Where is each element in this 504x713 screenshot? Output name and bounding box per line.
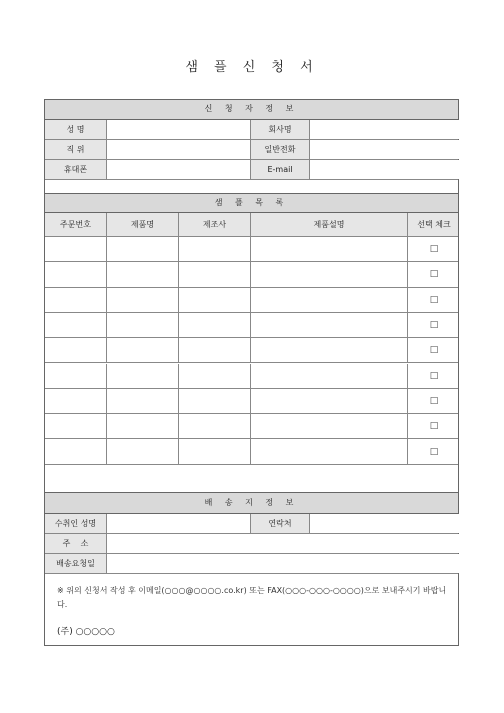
manufacturer-cell[interactable] xyxy=(179,338,251,362)
select-checkbox[interactable]: □ xyxy=(429,345,439,356)
company-field[interactable] xyxy=(310,120,460,139)
sample-row xyxy=(45,313,458,338)
order-number-cell[interactable] xyxy=(45,262,107,286)
phone-field[interactable] xyxy=(310,140,460,159)
manufacturer-cell[interactable] xyxy=(179,262,251,286)
col-select-check: 선택 체크 xyxy=(417,220,451,229)
manufacturer-cell[interactable] xyxy=(179,439,251,463)
manufacturer-cell[interactable] xyxy=(179,288,251,312)
sample-row xyxy=(45,338,458,363)
sample-header-row xyxy=(45,213,458,237)
product-description-cell[interactable] xyxy=(251,237,408,261)
product-name-cell[interactable] xyxy=(107,389,179,413)
sample-row xyxy=(45,288,458,313)
recipient-field[interactable] xyxy=(107,514,251,533)
section-delivery-header: 배 송 지 정 보 xyxy=(45,492,458,514)
product-name-cell[interactable] xyxy=(107,414,179,438)
manufacturer-cell[interactable] xyxy=(179,389,251,413)
select-check-cell xyxy=(408,364,460,388)
order-number-cell[interactable] xyxy=(45,338,107,362)
sample-request-form xyxy=(44,99,459,646)
company-label: 회사명 xyxy=(251,120,310,139)
name-field[interactable] xyxy=(107,120,251,139)
product-name-cell[interactable] xyxy=(107,313,179,337)
position-label: 직 위 xyxy=(45,140,107,159)
product-name-cell[interactable] xyxy=(107,237,179,261)
sample-row xyxy=(45,414,458,439)
phone-label: 일반전화 xyxy=(251,140,310,159)
col-product-name: 제품명 xyxy=(107,213,179,236)
col-order-number: 주문번호 xyxy=(45,213,107,236)
request-date-label: 배송요청일 xyxy=(45,554,107,573)
manufacturer-cell[interactable] xyxy=(179,237,251,261)
mobile-label: 휴대폰 xyxy=(45,160,107,179)
order-number-cell[interactable] xyxy=(45,288,107,312)
order-number-cell[interactable] xyxy=(45,414,107,438)
manufacturer-cell[interactable] xyxy=(179,364,251,388)
delivery-row-1 xyxy=(45,514,458,534)
product-description-cell[interactable] xyxy=(251,389,408,413)
product-name-cell[interactable] xyxy=(107,364,179,388)
product-description-cell[interactable] xyxy=(251,338,408,362)
select-checkbox[interactable]: □ xyxy=(429,446,439,457)
select-check-cell xyxy=(408,262,460,286)
contact-field[interactable] xyxy=(310,514,460,533)
select-check-cell xyxy=(408,414,460,438)
product-description-cell[interactable] xyxy=(251,364,408,388)
product-description-cell[interactable] xyxy=(251,262,408,286)
applicant-row-1 xyxy=(45,120,458,140)
email-label: E-mail xyxy=(251,160,310,179)
product-description-cell[interactable] xyxy=(251,414,408,438)
product-name-cell[interactable] xyxy=(107,439,179,463)
sample-row xyxy=(45,237,458,262)
mobile-field[interactable] xyxy=(107,160,251,179)
select-checkbox[interactable]: □ xyxy=(429,294,439,305)
sample-row xyxy=(45,439,458,464)
select-check-cell xyxy=(408,237,460,261)
order-number-cell[interactable] xyxy=(45,389,107,413)
select-checkbox[interactable]: □ xyxy=(429,244,439,255)
sample-row xyxy=(45,389,458,414)
request-date-field[interactable] xyxy=(107,554,460,573)
sample-row xyxy=(45,364,458,389)
col-product-description: 제품설명 xyxy=(251,213,408,236)
section-samples-header: 샘 플 목 록 xyxy=(45,193,458,213)
product-description-cell[interactable] xyxy=(251,288,408,312)
select-check-cell xyxy=(408,288,460,312)
order-number-cell[interactable] xyxy=(45,439,107,463)
applicant-row-3 xyxy=(45,160,458,180)
recipient-label: 수취인 성명 xyxy=(45,514,107,533)
submission-note: ※ 위의 신청서 작성 후 이메일(○○○@○○○○.co.kr) 또는 FAX(○○○-○○○-○○○○)으로 보내주시기 바랍니다. xyxy=(57,586,447,609)
select-checkbox[interactable]: □ xyxy=(429,269,439,280)
order-number-cell[interactable] xyxy=(45,313,107,337)
order-number-cell[interactable] xyxy=(45,364,107,388)
select-check-cell xyxy=(408,439,460,463)
position-field[interactable] xyxy=(107,140,251,159)
name-label: 성 명 xyxy=(45,120,107,139)
address-label: 주 소 xyxy=(45,534,107,553)
section-applicant-header: 신 청 자 정 보 xyxy=(45,100,458,120)
select-checkbox[interactable]: □ xyxy=(429,370,439,381)
select-checkbox[interactable]: □ xyxy=(429,395,439,406)
delivery-row-3 xyxy=(45,554,458,574)
select-check-cell xyxy=(408,389,460,413)
select-checkbox[interactable]: □ xyxy=(429,421,439,432)
company-name: (주) ○○○○○ xyxy=(57,627,115,637)
sample-row xyxy=(45,262,458,287)
product-name-cell[interactable] xyxy=(107,338,179,362)
email-field[interactable] xyxy=(310,160,460,179)
delivery-row-2 xyxy=(45,534,458,554)
order-number-cell[interactable] xyxy=(45,237,107,261)
select-check-cell xyxy=(408,338,460,362)
col-manufacturer: 제조사 xyxy=(179,213,251,236)
product-name-cell[interactable] xyxy=(107,288,179,312)
product-name-cell[interactable] xyxy=(107,262,179,286)
manufacturer-cell[interactable] xyxy=(179,313,251,337)
manufacturer-cell[interactable] xyxy=(179,414,251,438)
notes-area xyxy=(45,574,458,647)
page-title: 샘 플 신 청 서 xyxy=(185,60,319,75)
sample-spacer-row xyxy=(45,465,458,492)
address-field[interactable] xyxy=(107,534,460,553)
contact-label: 연락처 xyxy=(251,514,310,533)
applicant-row-2 xyxy=(45,140,458,160)
select-checkbox[interactable]: □ xyxy=(429,320,439,331)
product-description-cell[interactable] xyxy=(251,313,408,337)
select-check-cell xyxy=(408,313,460,337)
product-description-cell[interactable] xyxy=(251,439,408,463)
